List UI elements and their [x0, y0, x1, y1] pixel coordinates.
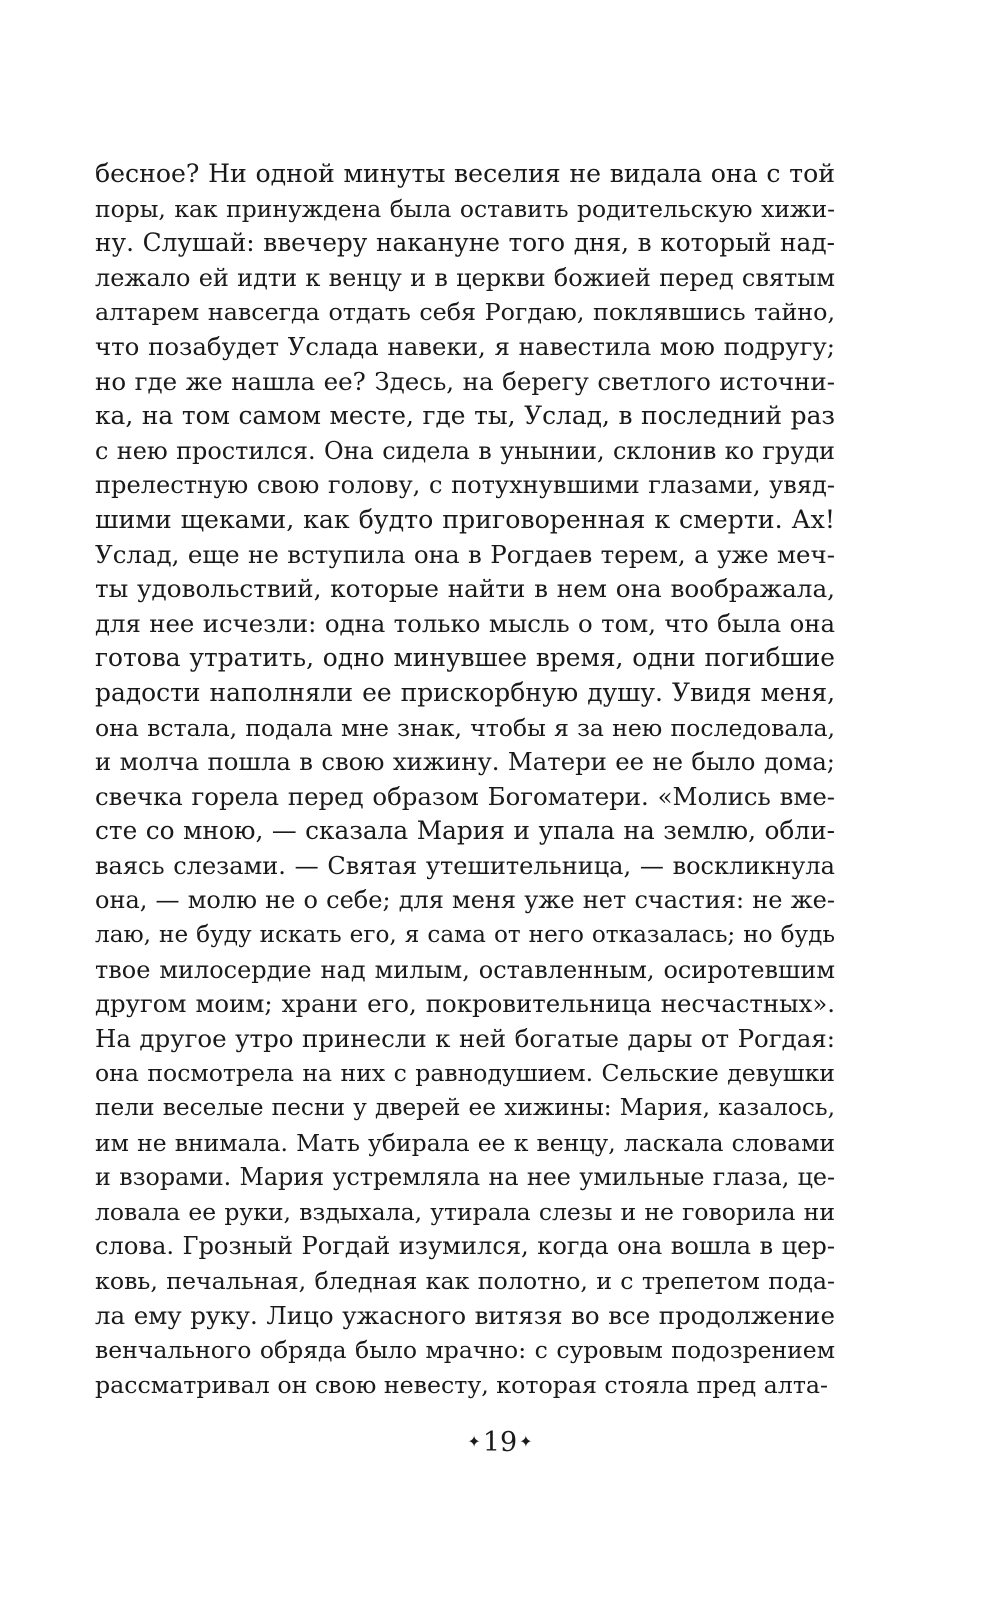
text-line: что позабудет Услада навеки, я навестила мою подругу;: [95, 331, 835, 361]
text-line: На другое утро принесли к ней богатые дары от Рогдая:: [95, 1023, 835, 1053]
text-line: ла ему руку. Лицо ужасного витязя во все продолжение: [95, 1300, 835, 1330]
text-line: радости наполняли ее прискорбную душу. Увидя меня,: [95, 677, 835, 707]
text-line: ты удовольствий, которые найти в нем она воображала,: [95, 574, 835, 604]
text-line: свечка горела перед образом Богоматери. «Молись вме-: [95, 781, 835, 811]
text-line: и молча пошла в свою хижину. Матери ее не было дома;: [95, 747, 835, 777]
text-line: ковь, печальная, бледная как полотно, и с трепетом пода-: [95, 1267, 835, 1295]
text-line: рассматривал он свою невесту, которая стояла пред алта-: [95, 1370, 829, 1399]
text-line: лежало ей идти к венцу и в церкви божией перед святым: [95, 263, 835, 292]
text-line: твое милосердие над милым, оставленным, осиротевшим: [95, 955, 835, 984]
text-line: сте со мною, — сказала Мария и упала на землю, обли-: [95, 816, 835, 846]
body-text: [95, 157, 835, 1402]
text-line: другом моим; храни его, покровительница несчастных».: [95, 989, 835, 1019]
text-line: с нею простился. Она сидела в унынии, склонив ко груди: [95, 436, 835, 465]
text-line: слова. Грозный Рогдай изумился, когда она вошла в цер-: [95, 1232, 835, 1261]
text-line: поры, как принуждена была оставить родительскую хижи-: [95, 194, 835, 223]
text-line: она посмотрела на них с равнодушием. Сельские девушки: [95, 1059, 835, 1088]
text-line: ка, на том самом месте, где ты, Услад, в последний раз: [95, 401, 835, 431]
star-ornament-icon: ✦: [519, 1431, 533, 1451]
text-line: им не внимала. Мать убирала ее к венцу, ласкала словами: [95, 1128, 835, 1157]
text-line: для нее исчезли: одна только мысль о том, что была она: [95, 608, 835, 638]
page-footer: [0, 1426, 1000, 1461]
text-line: ловала ее руки, вздыхала, утирала слезы и не говорила ни: [95, 1197, 835, 1226]
text-line: она, — молю не о себе; для меня уже нет счастия: не же-: [95, 886, 835, 915]
text-line: прелестную свою голову, с потухнувшими глазами, увяд-: [95, 471, 835, 500]
text-line: венчального обряда было мрачно: с суровым подозрением: [95, 1336, 835, 1365]
text-line: ваясь слезами. — Святая утешительница, — воскликнула: [95, 851, 835, 880]
text-line: бесное? Ни одной минуты веселия не видала она с той: [95, 159, 835, 188]
page-number: 19: [482, 1427, 518, 1458]
text-line: алтарем навсегда отдать себя Рогдаю, поклявшись тайно,: [95, 298, 835, 327]
text-line: и взорами. Мария устремляла на нее умильные глаза, це-: [95, 1163, 835, 1192]
text-line: Услад, еще не вступила она в Рогдаев терем, а уже меч-: [95, 539, 835, 569]
text-line: пели веселые песни у дверей ее хижины: Мария, казалось,: [95, 1094, 835, 1122]
text-line: она встала, подала мне знак, чтобы я за нею последовала,: [95, 713, 835, 742]
star-ornament-icon: ✦: [467, 1431, 481, 1451]
text-line: готова утратить, одно минувшее время, одни погибшие: [95, 643, 835, 673]
text-line: лаю, не буду искать его, я сама от него отказалась; но будь: [95, 922, 835, 949]
text-line: ну. Слушай: ввечеру накануне того дня, в который над-: [95, 228, 835, 258]
text-line: но где же нашла ее? Здесь, на берегу светлого источни-: [95, 366, 835, 396]
text-line: шими щеками, как будто приговоренная к смерти. Ах!: [95, 504, 835, 534]
